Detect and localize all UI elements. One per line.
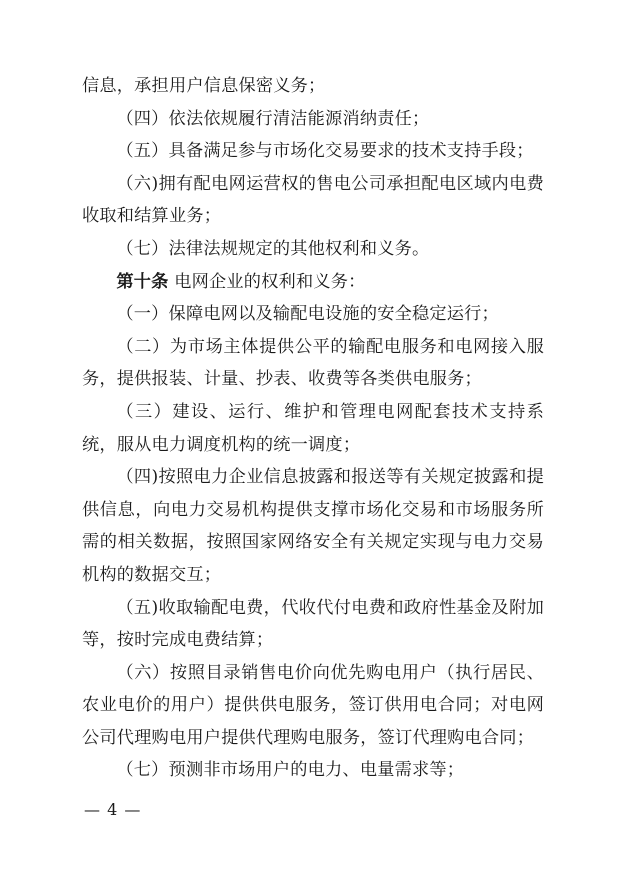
- paragraph-continuation: 信息，承担用户信息保密义务；: [82, 76, 326, 96]
- article-ten-item-4: （四)按照电力企业信息披露和报送等有关规定披露和提供信息，向电力交易机构提供支撑市场化交易和市场服务所需的相关数据，按照国家网络安全有关规定实现与电力交易机构的数据交互；: [82, 467, 544, 585]
- article-number: 第十条: [116, 271, 169, 292]
- article-ten-heading: [82, 266, 544, 299]
- article-ten-item-7: （七）预测非市场用户的电力、电量需求等；: [116, 760, 465, 781]
- article-ten-item-1: （一）保障电网以及输配电设施的安全稳定运行；: [116, 304, 499, 325]
- article-ten-item-3: （三）建设、运行、维护和管理电网配套技术支持系统，服从电力调度机构的统一调度；: [82, 401, 544, 455]
- paragraph-item-4: （四）依法依规履行清洁能源消纳责任；: [116, 108, 430, 129]
- article-ten-item-2: （二）为市场主体提供公平的输配电服务和电网接入服务，提供报装、计量、抄表、收费等各类供电服务；: [82, 336, 544, 390]
- article-ten-item-6: （六）按照目录销售电价向优先购电用户（执行居民、农业电价的用户）提供供电服务，签订供用电合同；对电网公司代理购电用户提供代理购电服务，签订代理购电合同；: [82, 662, 544, 748]
- paragraph-item-6: （六)拥有配电网运营权的售电公司承担配电区域内电费收取和结算业务；: [82, 173, 544, 227]
- page-number: — 4 —: [84, 800, 142, 819]
- article-ten-item-5: （五)收取输配电费，代收代付电费和政府性基金及附加等，按时完成电费结算；: [82, 597, 544, 651]
- article-title: 电网企业的权利和义务：: [174, 271, 366, 292]
- paragraph-item-5: （五）具备满足参与市场化交易要求的技术支持手段；: [116, 141, 534, 162]
- paragraph-item-7: （七）法律法规规定的其他权利和义务。: [116, 238, 430, 259]
- body-text: [82, 70, 544, 787]
